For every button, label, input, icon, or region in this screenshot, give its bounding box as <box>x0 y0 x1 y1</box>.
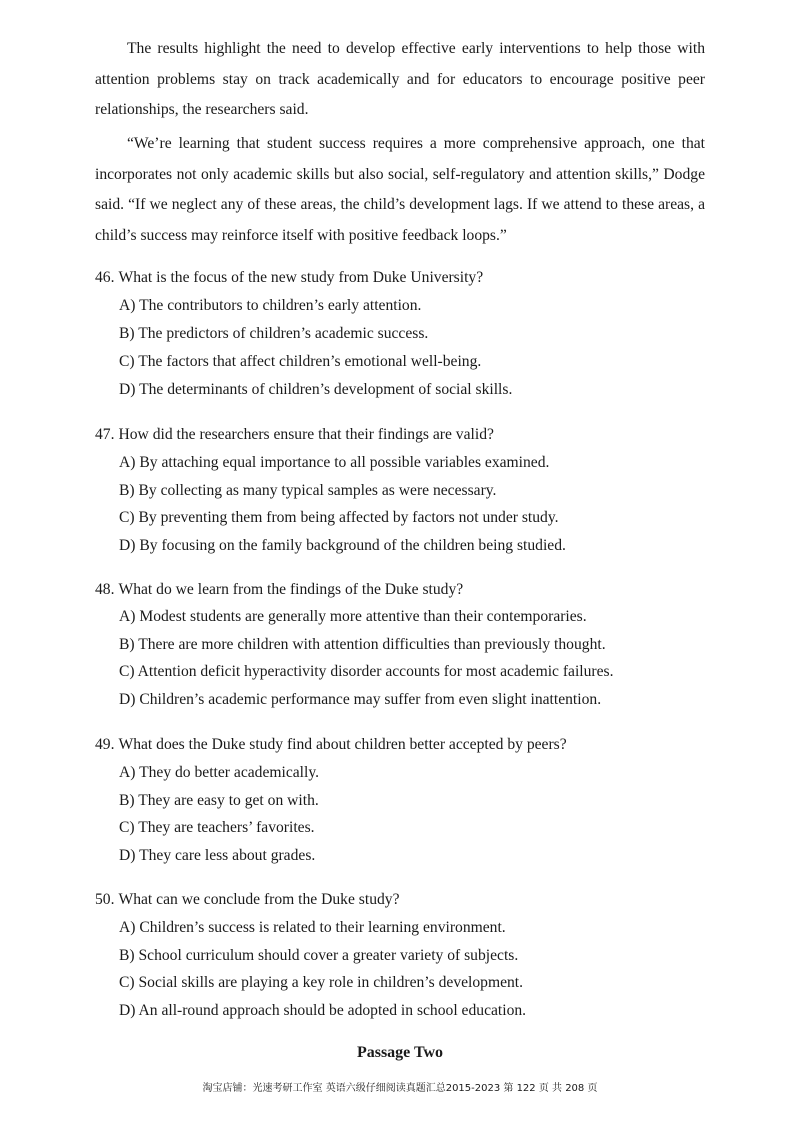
page-footer: 淘宝店铺：光速考研工作室 英语六级仔细阅读真题汇总2015-2023 第 122 页 共 208 页 <box>202 1083 598 1094</box>
option-46c: C) The factors that affect children’s emotional well-being. <box>119 353 482 370</box>
option-48c: C) Attention deficit hyperactivity disorder accounts for most academic failures. <box>119 663 614 680</box>
option-46d: D) The determinants of children’s development of social skills. <box>119 381 513 398</box>
passage-paragraph: “We’re learning that student success requires a more comprehensive approach, one that incorporates not only academic skills but also social, self-regulatory and attention skills,” Dodge said. “If we neglect any of these areas, the child’s development lags. If we attend to these areas, a child’s success may reinforce itself with positive feedback loops.” <box>95 135 705 244</box>
question-47 <box>95 425 735 445</box>
option-47d: D) By focusing on the family background of the children being studied. <box>119 537 566 554</box>
option-46a: A) The contributors to children’s early attention. <box>119 297 422 314</box>
section-heading: Passage Two <box>356 1044 444 1061</box>
question-stem: What can we conclude from the Duke study? <box>118 891 400 908</box>
option-50d: D) An all-round approach should be adopted in school education. <box>119 1002 527 1019</box>
option-48a: A) Modest students are generally more attentive than their contemporaries. <box>119 608 587 625</box>
option-47b: B) By collecting as many typical samples as were necessary. <box>119 482 497 499</box>
option-50b: B) School curriculum should cover a greater variety of subjects. <box>119 947 519 964</box>
question-stem: How did the researchers ensure that their findings are valid? <box>118 426 494 443</box>
option-49c: C) They are teachers’ favorites. <box>119 819 315 836</box>
option-49b: B) They are easy to get on with. <box>119 792 319 809</box>
question-stem: What is the focus of the new study from Duke University? <box>118 269 484 286</box>
question-48 <box>95 580 735 600</box>
question-number: 50. <box>95 891 115 908</box>
question-number: 48. <box>95 581 115 598</box>
option-48d: D) Children’s academic performance may suffer from even slight inattention. <box>119 691 602 708</box>
question-number: 49. <box>95 736 115 753</box>
option-47c: C) By preventing them from being affected by factors not under study. <box>119 509 559 526</box>
question-stem: What do we learn from the findings of the Duke study? <box>118 581 464 598</box>
option-48b: B) There are more children with attention difficulties than previously thought. <box>119 636 606 653</box>
option-49a: A) They do better academically. <box>119 764 320 781</box>
question-number: 46. <box>95 269 115 286</box>
passage-paragraph: The results highlight the need to develop effective early interventions to help those with attention problems stay on track academically and for educators to encourage positive peer relationships, the researchers said. <box>95 40 705 118</box>
question-49 <box>95 735 735 755</box>
question-stem: What does the Duke study find about children better accepted by peers? <box>118 736 567 753</box>
question-number: 47. <box>95 426 115 443</box>
option-50a: A) Children’s success is related to their learning environment. <box>119 919 506 936</box>
option-46b: B) The predictors of children’s academic success. <box>119 325 429 342</box>
question-50 <box>95 890 735 910</box>
option-50c: C) Social skills are playing a key role in children’s development. <box>119 974 524 991</box>
option-47a: A) By attaching equal importance to all possible variables examined. <box>119 454 550 471</box>
question-46 <box>95 268 735 288</box>
option-49d: D) They care less about grades. <box>119 847 316 864</box>
